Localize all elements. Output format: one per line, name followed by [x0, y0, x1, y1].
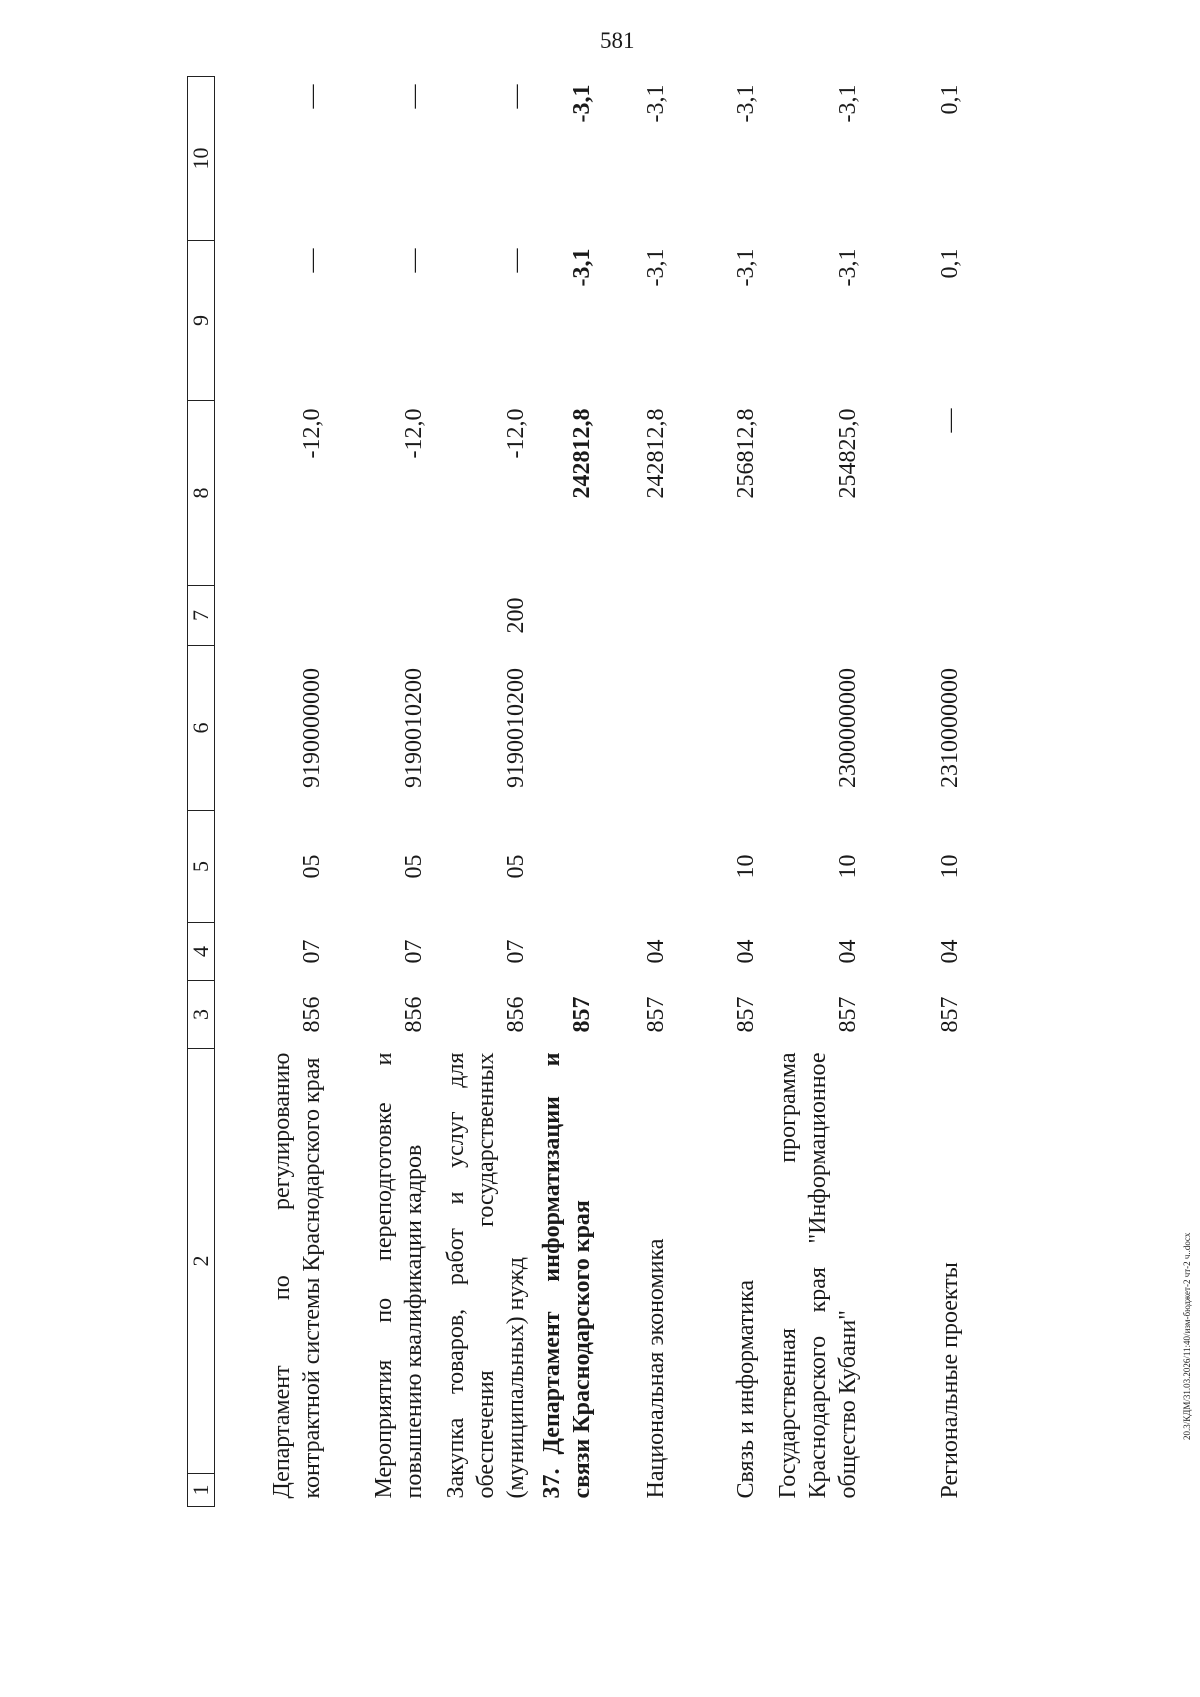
table-row — [863, 77, 965, 1507]
row-name: Национальная экономика — [643, 1238, 669, 1499]
page-number: 581 — [600, 28, 635, 53]
column-header: 10 — [188, 77, 215, 241]
amount-cell: 242812,8 — [569, 408, 595, 499]
amount-cell: -12,0 — [401, 408, 427, 459]
code-cell: 9190010200 — [503, 668, 529, 788]
code-cell — [761, 586, 863, 646]
amount-cell: 0,1 — [937, 248, 963, 279]
row-name: Закупка товаров, работ и услуг для обеспечения государственных (муниципальных) нужд — [443, 1052, 529, 1499]
header-row — [188, 77, 215, 1507]
row-name: Государственная программа Краснодарского края "Информационное общество Кубани" — [775, 1052, 861, 1499]
column-header: 3 — [188, 981, 215, 1049]
code-cell: 10 — [733, 854, 759, 879]
amount-cell: -3,1 — [733, 84, 759, 123]
amount-cell: — — [401, 84, 427, 109]
row-name-cell — [327, 1049, 429, 1507]
table-row — [327, 77, 429, 1507]
amount-cell: — — [937, 408, 963, 433]
column-header: 2 — [188, 1049, 215, 1474]
code-cell: 200 — [503, 597, 529, 634]
code-cell — [599, 646, 671, 811]
code-cell: 856 — [503, 996, 529, 1033]
table-row — [761, 77, 863, 1507]
amount-cell: — — [503, 248, 529, 273]
amount-cell: 242812,8 — [643, 408, 669, 499]
code-cell: 04 — [733, 939, 759, 964]
code-cell: 04 — [937, 939, 963, 964]
code-cell — [531, 646, 599, 811]
budget-table — [187, 76, 965, 1507]
column-header: 8 — [188, 401, 215, 586]
row-name-cell — [761, 1049, 863, 1507]
amount-cell: — — [503, 84, 529, 109]
column-header: 5 — [188, 811, 215, 923]
code-cell — [215, 586, 328, 646]
amount-cell: — — [299, 84, 325, 109]
code-cell: 857 — [937, 996, 963, 1033]
row-name-cell — [599, 1049, 671, 1507]
code-cell — [531, 923, 599, 981]
footer-document-code: 20.3/КДМ/31.03.2026/11:40/изм-бюджет-2 чт-2 ч..docx — [1182, 1232, 1192, 1440]
code-cell: 2300000000 — [835, 668, 861, 788]
code-cell: 07 — [503, 939, 529, 964]
row-name: Департамент информатизации и связи Краснодарского края — [539, 1052, 595, 1499]
row-name: Департамент по регулированию контрактной системы Краснодарского края — [269, 1052, 325, 1499]
column-header: 4 — [188, 923, 215, 981]
code-cell: 07 — [401, 939, 427, 964]
amount-cell: -3,1 — [643, 84, 669, 123]
code-cell: 05 — [503, 854, 529, 879]
amount-cell: -3,1 — [835, 248, 861, 287]
code-cell: 9190010200 — [401, 668, 427, 788]
row-name: Мероприятия по переподготовке и повышению квалификации кадров — [371, 1052, 427, 1499]
table-row — [215, 77, 328, 1507]
code-cell: 05 — [401, 854, 427, 879]
row-name: Связь и информатика — [733, 1279, 759, 1499]
amount-cell: -3,1 — [569, 248, 595, 287]
code-cell — [599, 586, 671, 646]
code-cell: 9190000000 — [299, 668, 325, 788]
amount-cell: -12,0 — [503, 408, 529, 459]
code-cell: 10 — [937, 854, 963, 879]
code-cell — [531, 586, 599, 646]
code-cell: 2310000000 — [937, 668, 963, 788]
amount-cell: 0,1 — [937, 84, 963, 115]
column-header: 9 — [188, 241, 215, 401]
code-cell — [863, 586, 965, 646]
amount-cell: -3,1 — [733, 248, 759, 287]
row-number: 37. — [539, 1468, 565, 1499]
code-cell: 07 — [299, 939, 325, 964]
budget-table-sheet — [187, 77, 963, 1507]
code-cell — [327, 586, 429, 646]
amount-cell: -3,1 — [569, 84, 595, 123]
code-cell: 04 — [835, 939, 861, 964]
code-cell: 04 — [643, 939, 669, 964]
amount-cell: -12,0 — [299, 408, 325, 459]
table-row — [429, 77, 531, 1507]
code-cell: 10 — [835, 854, 861, 879]
code-cell: 856 — [401, 996, 427, 1033]
table-row-section — [531, 77, 599, 1507]
row-name: Региональные проекты — [937, 1262, 963, 1499]
table-row — [671, 77, 761, 1507]
column-header: 7 — [188, 586, 215, 646]
row-name-cell — [215, 1049, 328, 1507]
amount-cell: -3,1 — [835, 84, 861, 123]
amount-cell: — — [401, 248, 427, 273]
code-cell: 05 — [299, 854, 325, 879]
row-name-cell — [531, 1049, 599, 1507]
code-cell — [671, 586, 761, 646]
column-header: 1 — [188, 1474, 215, 1507]
amount-cell: 256812,8 — [733, 408, 759, 499]
row-name-cell — [863, 1049, 965, 1507]
code-cell: 857 — [835, 996, 861, 1033]
amount-cell: — — [299, 248, 325, 273]
code-cell — [671, 646, 761, 811]
table-row — [599, 77, 671, 1507]
code-cell: 856 — [299, 996, 325, 1033]
column-header: 6 — [188, 646, 215, 811]
code-cell: 857 — [733, 996, 759, 1033]
code-cell — [599, 811, 671, 923]
code-cell — [531, 811, 599, 923]
amount-cell: 254825,0 — [835, 408, 861, 499]
code-cell: 857 — [643, 996, 669, 1033]
code-cell: 857 — [569, 996, 595, 1033]
amount-cell: -3,1 — [643, 248, 669, 287]
row-name-cell — [429, 1049, 531, 1507]
row-name-cell — [671, 1049, 761, 1507]
